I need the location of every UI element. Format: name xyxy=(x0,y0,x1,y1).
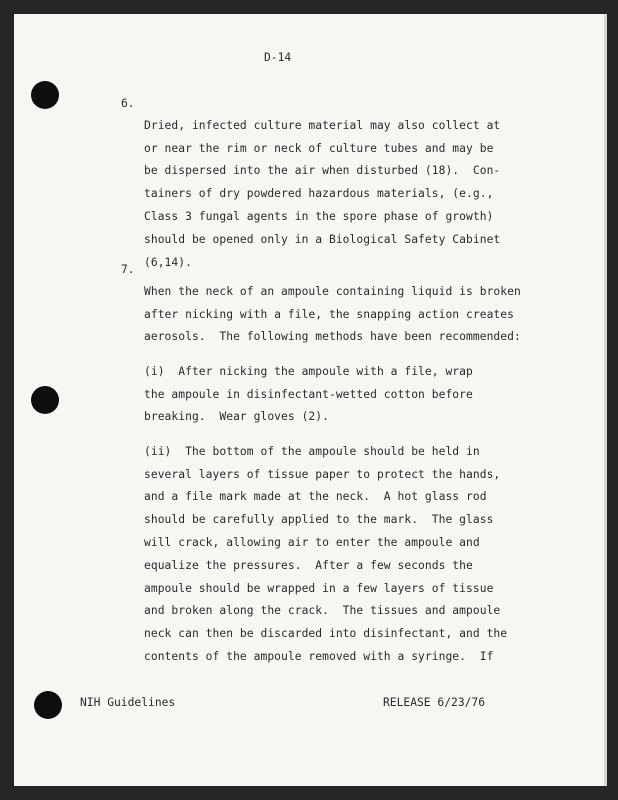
item-6-line: Class 3 fungal agents in the spore phase of growth) xyxy=(144,209,494,223)
item-7-line: after nicking with a file, the snapping action creates xyxy=(144,307,514,321)
item-6-line: or near the rim or neck of culture tubes and may be xyxy=(144,141,494,155)
item-6-line: Dried, infected culture material may also collect at xyxy=(144,118,501,132)
punch-hole-middle xyxy=(31,386,59,414)
method-ii-text xyxy=(144,418,507,692)
footer-left: NIH Guidelines xyxy=(80,696,176,709)
method-ii-line: neck can then be discarded into disinfectant, and the xyxy=(144,627,508,641)
page-edge xyxy=(604,14,607,786)
footer-right: RELEASE 6/23/76 xyxy=(383,696,486,709)
method-ii-line: several layers of tissue paper to protect the hands, xyxy=(144,467,501,481)
method-ii-line: contents of the ampoule removed with a syringe. If xyxy=(144,649,494,663)
method-ii-line: equalize the pressures. After a few seconds the xyxy=(144,558,473,572)
item-6-line: (6,14). xyxy=(144,255,192,269)
item-number: 7. xyxy=(121,263,135,276)
page-number: D-14 xyxy=(264,51,292,64)
item-6-line: should be opened only in a Biological Safety Cabinet xyxy=(144,232,501,246)
method-i-line: breaking. Wear gloves (2). xyxy=(144,410,329,424)
method-ii-line: (ii) The bottom of the ampoule should be held in xyxy=(144,444,480,458)
method-ii-line: and a file mark made at the neck. A hot glass rod xyxy=(144,490,487,504)
item-7-line: When the neck of an ampoule containing liquid is broken xyxy=(144,284,521,298)
method-ii-line: and broken along the crack. The tissues and ampoule xyxy=(144,604,501,618)
item-6-line: tainers of dry powdered hazardous materials, (e.g., xyxy=(144,187,494,201)
method-ii-line: should be carefully applied to the mark. The glass xyxy=(144,513,494,527)
item-number: 6. xyxy=(121,97,135,110)
item-6-line: be dispersed into the air when disturbed (18). Con- xyxy=(144,164,501,178)
item-7-line: aerosols. The following methods have been recommended: xyxy=(144,330,521,344)
method-i-line: (i) After nicking the ampoule with a file, wrap xyxy=(144,364,473,378)
method-i-line: the ampoule in disinfectant-wetted cotton before xyxy=(144,387,473,401)
method-ii-line: ampoule should be wrapped in a few layers of tissue xyxy=(144,581,494,595)
method-ii-line: will crack, allowing air to enter the ampoule and xyxy=(144,535,480,549)
punch-hole-bottom xyxy=(34,691,62,719)
punch-hole-top xyxy=(31,81,59,109)
